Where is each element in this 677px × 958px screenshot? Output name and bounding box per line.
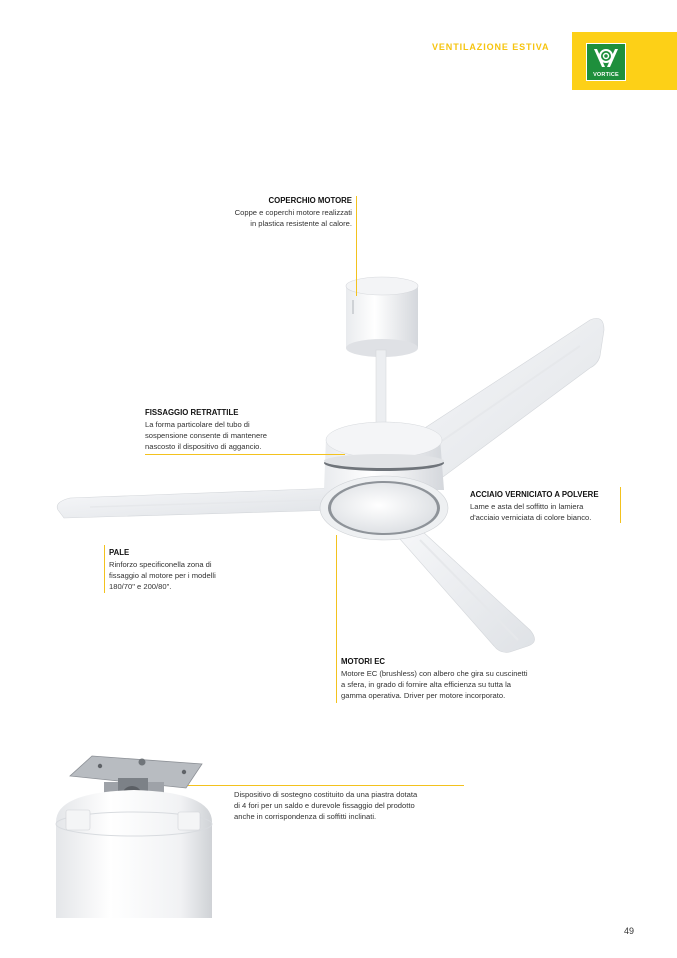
annotation-line: 180/70" e 200/80". — [109, 582, 172, 591]
annotation-line: d'acciaio verniciata di colore bianco. — [470, 513, 592, 522]
annotation-line: Rinforzo specificonella zona di — [109, 560, 212, 569]
section-title: VENTILAZIONE ESTIVA — [432, 42, 550, 52]
downrod — [376, 350, 386, 432]
annotation-line: Motore EC (brushless) con albero che gira su cuscinetti — [341, 669, 528, 678]
leader-motori — [336, 535, 337, 703]
annotation-acciaio — [470, 489, 625, 523]
annotation-title: FISSAGGIO RETRATTILE — [145, 408, 239, 417]
annotation-title: ACCIAIO VERNICIATO A POLVERE — [470, 490, 599, 499]
annotation-pale — [109, 547, 269, 592]
annotation-line: La forma particolare del tubo di — [145, 420, 250, 429]
annotation-fissaggio — [145, 407, 335, 452]
annotation-title: COPERCHIO MOTORE — [268, 196, 352, 205]
annotation-line: di 4 fori per un saldo e durevole fissaggio del prodotto — [234, 801, 415, 810]
page-number: 49 — [624, 926, 635, 936]
annotation-coperchio — [180, 195, 352, 229]
annotation-line: gamma operativa. Driver per motore incorporato. — [341, 691, 506, 700]
annotation-line: fissaggio al motore per i modelli — [109, 571, 216, 580]
annotation-line: Coppe e coperchi motore realizzati — [234, 208, 352, 217]
annotation-line: Dispositivo di sostegno costituito da una piastra dotata — [234, 790, 418, 799]
annotation-line: a sfera, in grado di fornire alta efficienza su tutta la — [341, 680, 511, 689]
logo-text: VORTICE — [593, 72, 619, 78]
annotation-line: sospensione consente di mantenere — [145, 431, 268, 440]
light-cover — [320, 476, 448, 540]
leader-coperchio — [356, 196, 357, 296]
annotation-line: nascosto il dispositivo di aggancio. — [145, 442, 262, 451]
mounting-bracket-illustration — [52, 752, 216, 918]
annotation-line: anche in corrispondenza di soffitti inclinati. — [234, 812, 377, 821]
leader-pale — [104, 545, 105, 593]
annotation-line: Lame e asta del soffitto in lamiera — [470, 502, 584, 511]
blade-bottom-right — [392, 520, 535, 652]
annotation-dispositivo — [234, 789, 474, 822]
leader-fissaggio — [145, 454, 345, 455]
annotation-title: PALE — [109, 548, 130, 557]
annotation-line: in plastica resistente al calore. — [250, 219, 352, 228]
annotation-title: MOTORI EC — [341, 657, 386, 666]
annotation-motori — [341, 656, 581, 701]
